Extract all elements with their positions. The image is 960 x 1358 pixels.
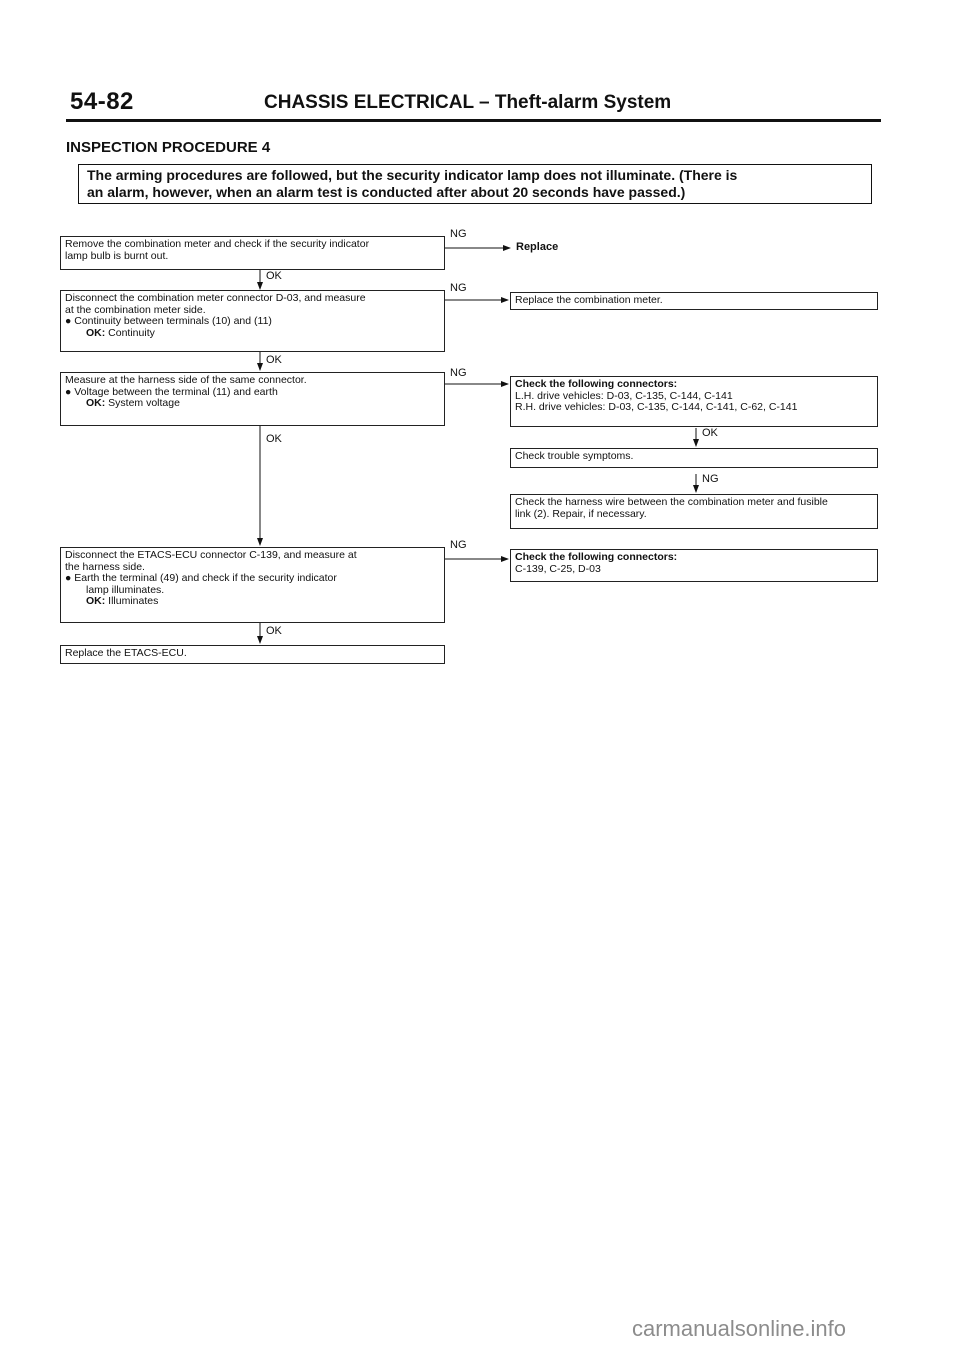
step-4-line-1: Disconnect the ETACS-ECU connector C-139, and measure at [65,549,357,561]
step-4-line-2: the harness side. [65,560,145,573]
result-3-line-3: R.H. drive vehicles: D-03, C-135, C-144, C-141, C-62, C-141 [515,401,798,413]
result-4-text: Check trouble symptoms. [515,450,634,462]
ok-label-1: OK [266,270,282,282]
procedure-title: INSPECTION PROCEDURE 4 [66,139,271,156]
section-title: CHASSIS ELECTRICAL – Theft-alarm System [264,92,672,113]
result-2-box [510,292,878,310]
result-6-box [510,549,878,582]
result-3-line-2: L.H. drive vehicles: D-03, C-135, C-144, C-141 [515,389,733,402]
step-2-line-3: ● Continuity between terminals (10) and (11) [65,315,272,327]
result-4-box [510,448,878,468]
result-6-line-1: Check the following connectors: [515,551,678,563]
result-2-text: Replace the combination meter. [515,294,663,306]
step-4-ok-text: Illuminates [105,595,159,607]
ng-label-3: NG [450,367,467,379]
step-2-ok-text: Continuity [105,326,155,339]
step-3-line-1: Measure at the harness side of the same connector. [65,374,307,386]
result-5-line-2: link (2). Repair, if necessary. [515,507,647,520]
page-number: 54-82 [70,88,134,115]
result-replace: Replace [516,241,559,253]
ok-label-4: OK [266,625,282,637]
symptom-line-2: an alarm, however, when an alarm test is conducted after about 20 seconds have passed.) [87,184,686,200]
ng-label-2: NG [450,282,467,294]
step-1-box [60,236,445,270]
ok-label-5: OK [702,427,718,439]
step-1-line-1: Remove the combination meter and check if the security indicator [65,238,370,250]
step-4-line-4: lamp illuminates. [86,583,165,596]
step-3-ok-text: System voltage [105,397,180,409]
step-1-line-2: lamp bulb is burnt out. [65,249,169,262]
ng-label-1: NG [450,228,467,240]
result-3-line-1: Check the following connectors: [515,378,678,390]
step-3-line-2: ● Voltage between the terminal (11) and earth [65,385,278,398]
ok-label-2: OK [266,354,282,366]
step-4-line-3: ● Earth the terminal (49) and check if the security indicator [65,572,337,584]
step-2-line-2: at the combination meter side. [65,303,206,316]
result-5-box [510,494,878,529]
ng-label-5: NG [702,473,719,485]
step-5-line-1: Replace the ETACS-ECU. [65,647,187,659]
step-3-box [60,372,445,426]
step-4-box [60,547,445,623]
step-5-box [60,645,445,664]
result-3-box [510,376,878,427]
step-2-box [60,290,445,352]
step-2-line-1: Disconnect the combination meter connector D-03, and measure [65,292,366,304]
result-5-line-1: Check the harness wire between the combination meter and fusible [515,496,828,508]
ok-label-3: OK [266,433,282,445]
step-4-ok-label: OK: [86,595,106,607]
footer-watermark: carmanualsonline.info [632,1316,847,1341]
symptom-line-1: The arming procedures are followed, but the security indicator lamp does not illuminate. (There is [87,167,738,183]
step-2-ok-label: OK: [86,326,106,339]
ng-label-4: NG [450,539,467,551]
result-6-line-2: C-139, C-25, D-03 [515,562,601,575]
step-3-ok-label: OK: [86,397,106,409]
